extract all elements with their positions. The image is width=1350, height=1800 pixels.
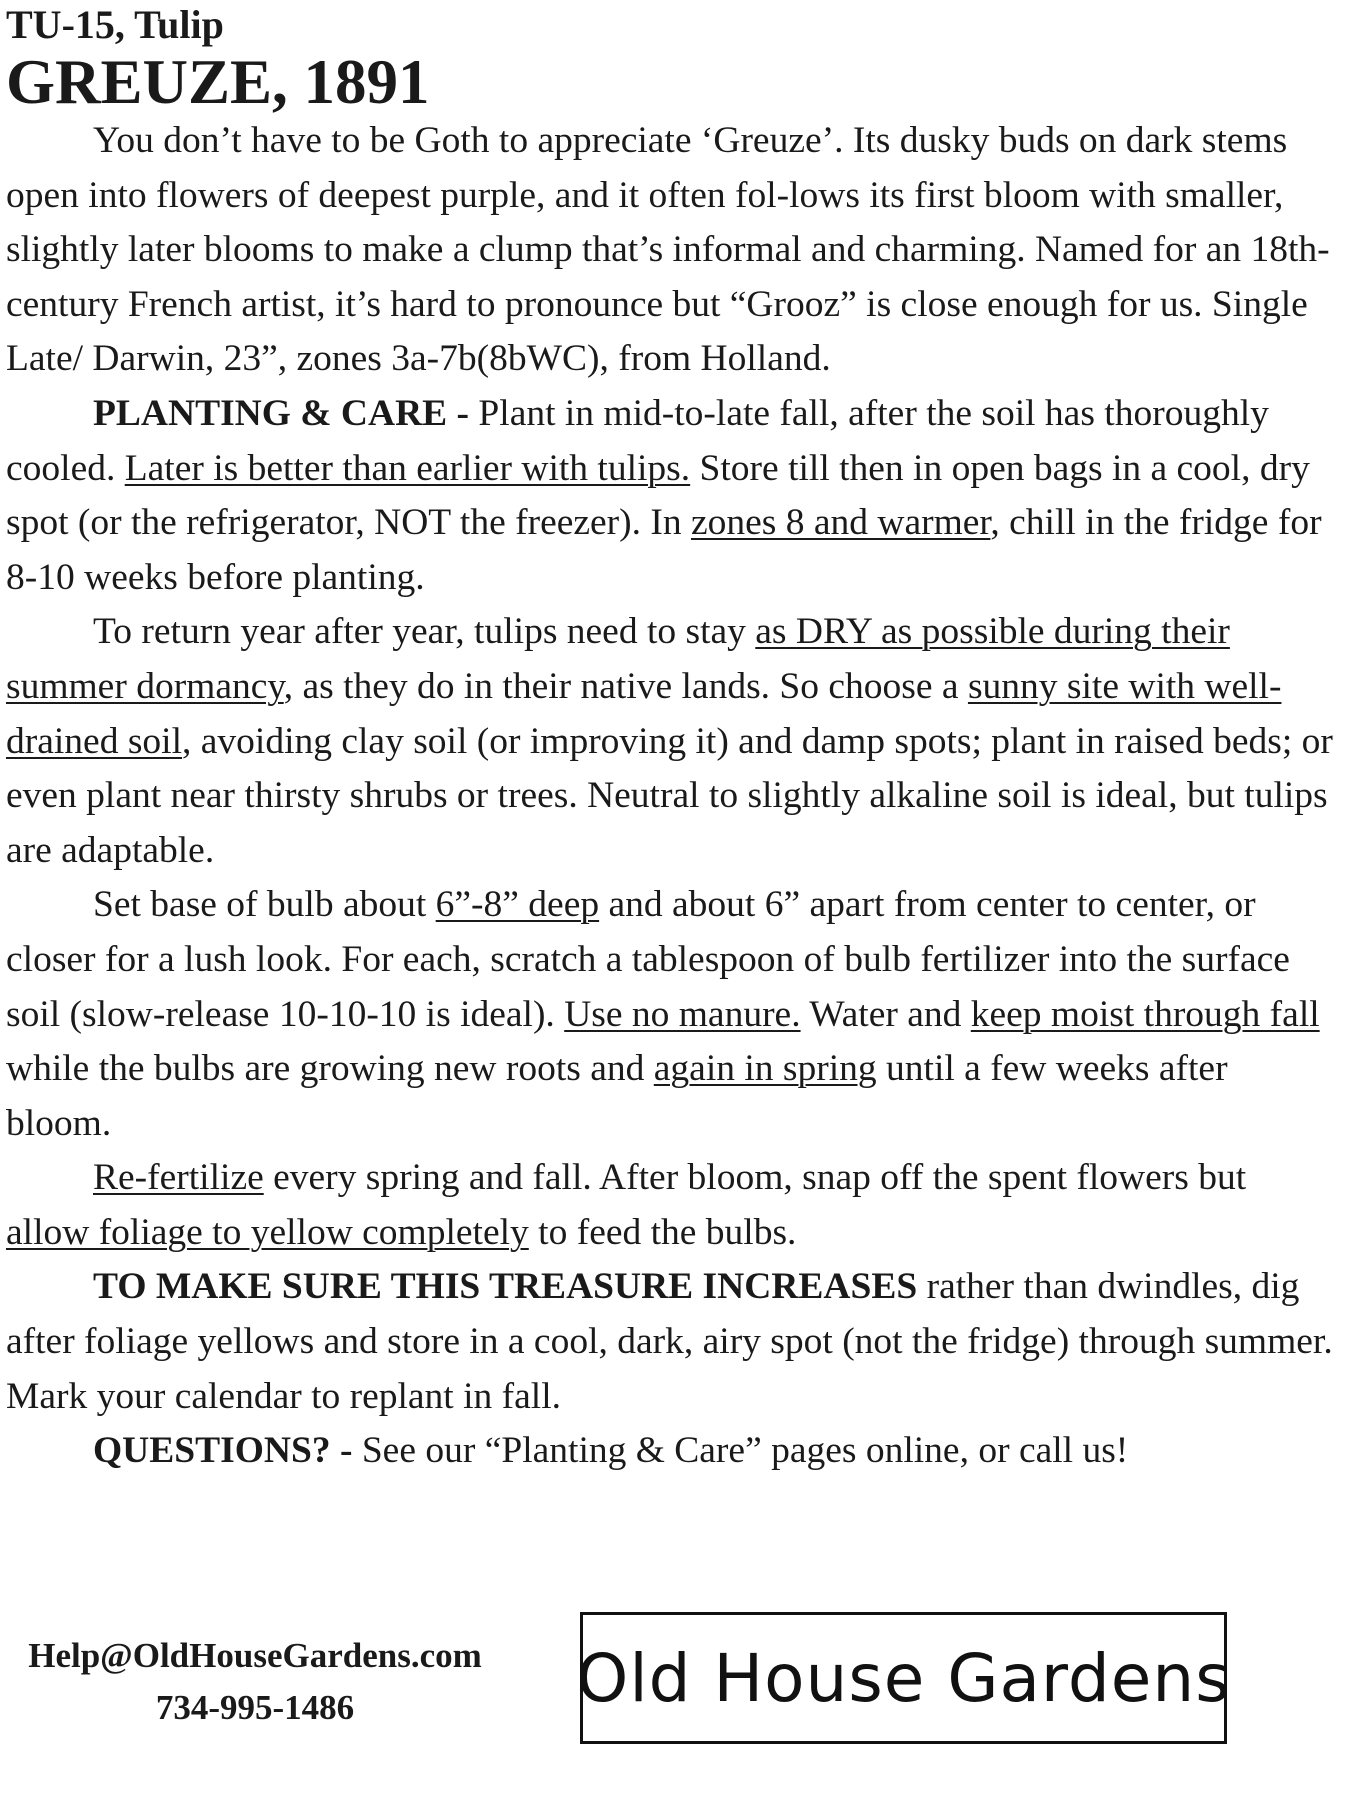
paragraph-text: Store till then in open bags in a cool, dry spot (or the refrigerator, NOT the freezer). In [6,447,1310,544]
paragraph-text: Plant in mid-to-late fall, after the soil has thoroughly cooled. [6,392,1269,489]
underlined-emphasis-text: as DRY as possible during their summer dormancy [6,611,1230,707]
body-paragraph [6,1151,1336,1260]
paragraph-text: to feed the bulbs. [528,1211,797,1253]
product-code-line: TU-15, Tulip [6,2,224,47]
underlined-emphasis-text: 6”-8” deep [435,884,600,926]
underlined-emphasis-text: again in spring [653,1048,877,1090]
paragraph-text: , avoiding clay soil (or improving it) and damp spots; plant in raised beds; or even plant near thirsty shrubs or trees. Neutral to slightly alkaline soil is ideal, but tulips are adaptable. [6,720,1333,871]
underlined-emphasis-text: zones 8 and warmer [690,502,991,544]
paragraph-text: See our “Planting & Care” pages online, or call us! [361,1430,1129,1472]
underlined-emphasis-text: Re-fertilize [93,1157,264,1199]
underlined-emphasis-text: Use no manure. [564,993,801,1035]
body-paragraph [6,878,1336,1151]
contact-block [10,1630,500,1734]
body-paragraph [6,1260,1336,1424]
brand-logo: Old House Gardens [576,1639,1231,1717]
info-sheet [6,0,1336,1479]
paragraph-text: rather than dwindles, dig after foliage yellows and store in a cool, dark, airy spot (not the fridge) through summer. Mark your calendar to replant in fall. [6,1266,1333,1417]
paragraph-text: You don’t have to be Goth to appreciate ‘Greuze’. Its dusky buds on dark stems open into flowers of deepest purple, and it often fol-lows its first bloom with smaller, slightly later blooms to make a clump that’s informal and charming. Named for an 18th-century French artist, it’s hard to pronounce but “Grooz” is close enough for us. Single Late/ Darwin, 23”, zones 3a-7b(8bWC), from Holland. [6,120,1330,380]
brand-logo-box [576,1612,1231,1744]
paragraph-text: every spring and fall. After bloom, snap off the spent flowers but [263,1157,1247,1199]
underlined-emphasis-text: allow foliage to yellow completely [6,1211,529,1253]
paragraph-text: while the bulbs are growing new roots and [6,1048,654,1090]
paragraph-text: To return year after year, tulips need to stay [93,611,756,653]
paragraph-text: and about 6” apart from center to center, or closer for a lush look. For each, scratch a tablespoon of bulb fertilizer into the surface soil (slow-release 10-10-10 is ideal). [6,884,1290,1035]
bold-heading-text: PLANTING & CARE - [93,392,479,434]
description-body [6,114,1336,1479]
paragraph-text: , as they do in their native lands. So choose a [283,665,968,707]
product-name-heading: GREUZE, 1891 [6,47,430,117]
bold-heading-text: TO MAKE SURE THIS TREASURE INCREASES [93,1266,918,1308]
paragraph-text: , chill in the fridge for 8-10 weeks before planting. [6,502,1322,598]
paragraph-text: Water and [800,993,971,1035]
contact-email[interactable]: Help@OldHouseGardens.com [28,1636,482,1675]
underlined-emphasis-text: sunny site with well-drained soil [6,665,1282,762]
contact-phone: 734-995-1486 [155,1688,355,1727]
underlined-emphasis-text: keep moist through fall [970,993,1320,1035]
body-paragraph [6,114,1336,387]
body-paragraph [6,387,1336,605]
paragraph-text: Set base of bulb about [93,884,436,926]
bold-heading-text: QUESTIONS? - [93,1430,362,1472]
body-paragraph [6,1424,1336,1479]
body-paragraph [6,605,1336,878]
underlined-emphasis-text: Later is better than earlier with tulips. [124,447,691,489]
paragraph-text: until a few weeks after bloom. [6,1048,1228,1144]
